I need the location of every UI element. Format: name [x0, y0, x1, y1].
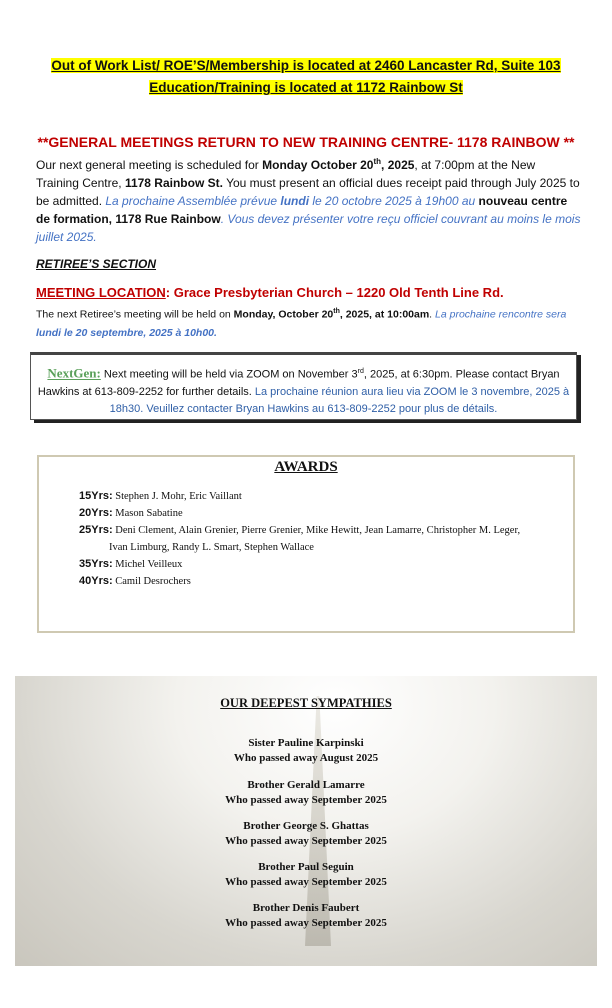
training-location-notice: Education/Training is located at 1172 Rainbow St: [149, 80, 463, 95]
award-row: 40Yrs: Camil Desrochers: [79, 575, 191, 587]
award-row: 35Yrs: Michel Veilleux: [79, 558, 183, 570]
sympathy-entry: Brother George S. Ghattas Who passed away September 2025: [225, 820, 387, 847]
awards-box: [37, 455, 575, 633]
nextgen-box: NextGen: Next meeting will be held via ZOOM on November 3rd, 2025, at 6:30pm. Please contact Bryan Hawkins at 613-809-2252 for further details. La prochaine réunion aura lieu via ZOOM le 3 novembre, 2025 à 18h30. Veuillez contacter Bryan Hawkins au 613-809-2252 pour plus de détails.: [30, 352, 577, 420]
retirees-heading: RETIREE’S SECTION: [36, 257, 157, 271]
sympathy-entry: Brother Gerald Lamarre Who passed away September 2025: [225, 779, 387, 806]
general-meetings-heading: **GENERAL MEETINGS RETURN TO NEW TRAINING CENTRE- 1178 RAINBOW **: [37, 134, 575, 150]
award-row: 20Yrs: Mason Sabatine: [79, 507, 183, 519]
sympathy-entry: Sister Pauline Karpinski Who passed away August 2025: [233, 737, 379, 764]
sympathies-section: [15, 676, 597, 966]
sympathy-entry: Brother Paul Seguin Who passed away September 2025: [225, 861, 387, 888]
award-row: 25Yrs: Deni Clement, Alain Grenier, Pierre Grenier, Mike Hewitt, Jean Lamarre, Christopher M. Leger, Ivan Limburg, Randy L. Smart, Stephen Wallace: [79, 524, 521, 553]
retirees-meeting-paragraph: The next Retiree’s meeting will be held on Monday, October 20th, 2025, at 10:00am. La prochaine rencontre sera lundi le 20 septembre, 2025 à 10h00.: [36, 308, 567, 339]
sympathy-entry: Brother Denis Faubert Who passed away September 2025: [225, 902, 387, 929]
sympathies-title: OUR DEEPEST SYMPATHIES: [220, 696, 392, 710]
retirees-meeting-location: MEETING LOCATION: Grace Presbyterian Church – 1220 Old Tenth Line Rd.: [36, 285, 504, 300]
award-row: 15Yrs: Stephen J. Mohr, Eric Vaillant: [79, 490, 242, 502]
awards-title: AWARDS: [274, 459, 338, 475]
general-meeting-paragraph: Our next general meeting is scheduled for Monday October 20th, 2025, at 7:00pm at the New Training Centre, 1178 Rainbow St. You must present an official dues receipt paid through July 2025 to be admitted. La prochaine Assemblée prévue lundi le 20 octobre 2025 à 19h00 au nouveau centre de formation, 1178 Rue Rainbow. Vous devez présenter votre reçu officiel couvrant au moins le mois juillet 2025.: [36, 157, 581, 244]
office-location-notice: Out of Work List/ ROE’S/Membership is located at 2460 Lancaster Rd, Suite 103: [51, 58, 561, 73]
